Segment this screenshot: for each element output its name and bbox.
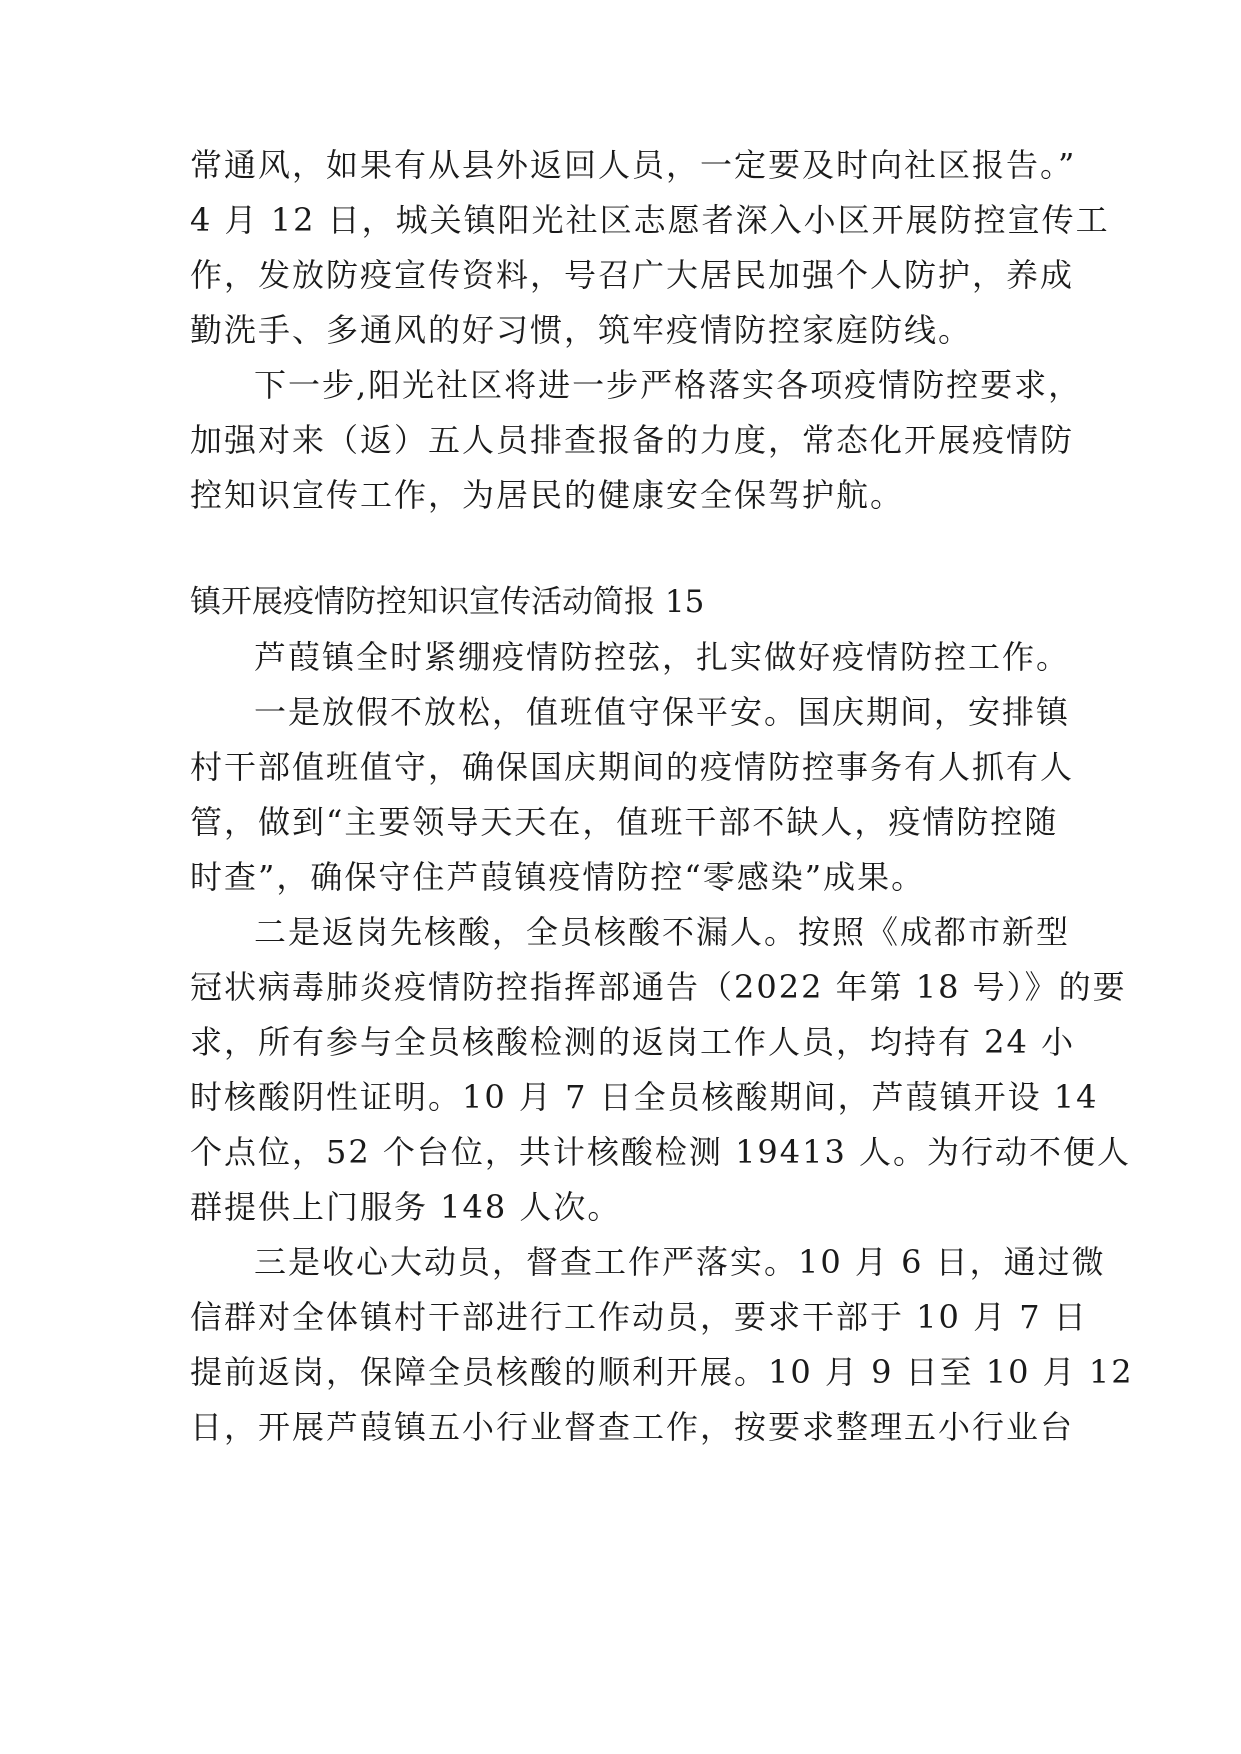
text-line: 三是收心大动员，督查工作严落实。10 月 6 日，通过微 [254, 1243, 1106, 1281]
text-line: 作，发放防疫宣传资料，号召广大居民加强个人防护，养成 [190, 256, 1075, 294]
text-line: 时查”，确保守住芦葭镇疫情防控“零感染”成果。 [190, 858, 926, 896]
text-line: 冠状病毒肺炎疫情防控指挥部通告（2022 年第 18 号）》的要 [190, 968, 1127, 1006]
text-line: 一是放假不放松，值班值守保平安。国庆期间，安排镇 [254, 693, 1071, 731]
text-line: 勤洗手、多通风的好习惯，筑牢疫情防控家庭防线。 [190, 311, 973, 349]
text-line: 信群对全体镇村干部进行工作动员，要求干部于 10 月 7 日 [190, 1298, 1088, 1336]
text-line: 管，做到“主要领导天天在，值班干部不缺人，疫情防控随 [190, 803, 1059, 841]
text-line: 求，所有参与全员核酸检测的返岗工作人员，均持有 24 小 [190, 1023, 1076, 1061]
text-line: 4 月 12 日，城关镇阳光社区志愿者深入小区开展防控宣传工 [190, 201, 1110, 239]
text-line: 群提供上门服务 148 人次。 [190, 1188, 622, 1226]
text-line: 加强对来（返）五人员排查报备的力度，常态化开展疫情防 [190, 421, 1075, 459]
text-line: 芦葭镇全时紧绷疫情防控弦，扎实做好疫情防控工作。 [254, 638, 1071, 676]
text-line: 控知识宣传工作，为居民的健康安全保驾护航。 [190, 476, 905, 514]
text-line: 个点位，52 个台位，共计核酸检测 19413 人。为行动不便人 [190, 1133, 1132, 1171]
text-line: 常通风，如果有从县外返回人员，一定要及时向社区报告。” [190, 146, 1077, 184]
section-heading: 镇开展疫情防控知识宣传活动简报 15 [190, 584, 705, 620]
text-line: 二是返岗先核酸，全员核酸不漏人。按照《成都市新型 [254, 913, 1071, 951]
text-line: 时核酸阴性证明。10 月 7 日全员核酸期间，芦葭镇开设 14 [190, 1078, 1099, 1116]
text-line: 下一步,阳光社区将进一步严格落实各项疫情防控要求， [254, 366, 1083, 404]
text-line: 日，开展芦葭镇五小行业督查工作，按要求整理五小行业台 [190, 1408, 1075, 1446]
text-line: 提前返岗，保障全员核酸的顺利开展。10 月 9 日至 10 月 12 [190, 1353, 1134, 1391]
text-line: 村干部值班值守，确保国庆期间的疫情防控事务有人抓有人 [190, 748, 1075, 786]
